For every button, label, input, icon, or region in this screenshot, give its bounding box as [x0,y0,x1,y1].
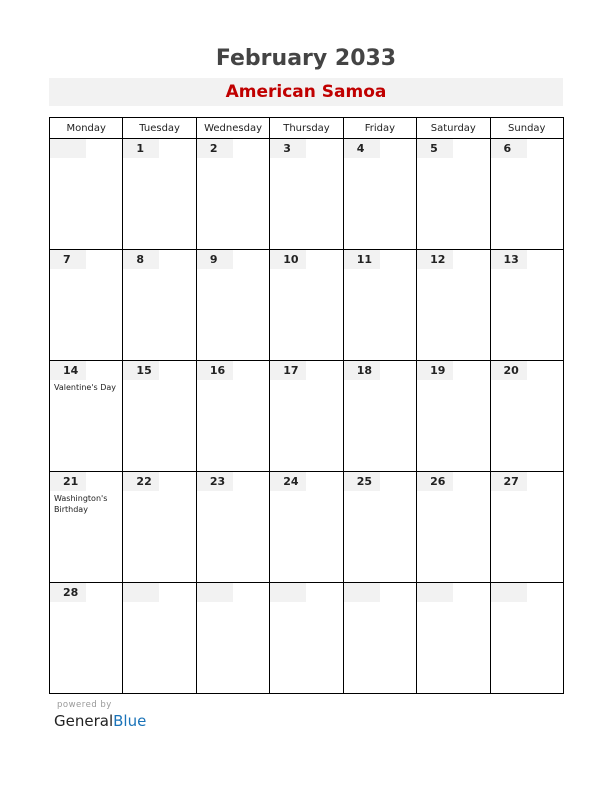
day-cell[interactable] [50,361,123,472]
day-number-label: 23 [209,475,226,488]
day-cell[interactable] [343,583,416,694]
day-number-label: 5 [430,142,438,155]
calendar-grid [49,117,564,694]
brand-blue: Blue [113,712,147,730]
day-number [197,583,233,602]
day-number [344,139,380,158]
day-number-label: 16 [209,364,226,377]
day-number [491,139,527,158]
day-number-label: 28 [63,586,79,599]
week-row [50,139,564,250]
weekday-header: Tuesday [123,118,196,139]
day-number [123,139,159,158]
day-number [270,361,306,380]
day-cell[interactable] [343,250,416,361]
day-number-label: 21 [63,475,79,488]
day-cell[interactable] [417,472,490,583]
day-number [50,250,86,269]
weekday-header: Friday [343,118,416,139]
day-cell[interactable] [196,472,269,583]
day-cell[interactable] [490,361,563,472]
weekday-header: Sunday [490,118,563,139]
day-number [344,472,380,491]
brand-general: General [54,712,114,730]
day-number-label: 3 [283,142,291,155]
region-name: American Samoa [225,82,387,102]
day-cell[interactable] [343,361,416,472]
day-number-label: 27 [503,475,519,488]
day-cell[interactable] [196,250,269,361]
day-number [417,583,453,602]
day-number-label: 2 [209,142,218,155]
week-row [50,361,564,472]
day-number [123,361,159,380]
day-number-label: 24 [283,475,299,488]
day-cell[interactable] [270,472,343,583]
day-number-label: 19 [430,364,446,377]
day-number [50,139,86,158]
day-cell[interactable] [123,139,196,250]
day-number-label: 22 [136,475,152,488]
page-title: February 2033 [215,46,397,71]
day-cell[interactable] [50,139,123,250]
day-number-label: 10 [283,253,299,266]
day-number [491,472,527,491]
day-cell[interactable] [417,583,490,694]
day-cell[interactable] [270,250,343,361]
day-cell[interactable] [50,250,123,361]
day-number [270,250,306,269]
day-number [344,250,380,269]
weekday-header: Wednesday [196,118,269,139]
day-cell[interactable] [343,139,416,250]
day-number [270,472,306,491]
day-number-label: 6 [503,142,512,155]
weekday-header: Saturday [417,118,490,139]
day-number [50,583,86,602]
day-cell[interactable] [123,472,196,583]
day-number [417,472,453,491]
day-number-label: 26 [430,475,446,488]
day-cell[interactable] [270,361,343,472]
day-cell[interactable] [196,139,269,250]
day-cell[interactable] [196,361,269,472]
day-number [123,583,159,602]
brand-logo[interactable] [54,712,146,730]
day-number [417,250,453,269]
day-number-label: 7 [63,253,71,266]
day-cell[interactable] [417,139,490,250]
day-number [270,139,306,158]
week-row [50,583,564,694]
day-number [197,139,233,158]
week-row [50,250,564,361]
day-cell[interactable] [50,472,123,583]
day-number [50,361,86,380]
day-number [491,250,527,269]
day-number-label: 11 [356,253,372,266]
weekday-header: Thursday [270,118,343,139]
day-cell[interactable] [123,361,196,472]
day-number [344,361,380,380]
day-number-label: 14 [63,364,79,377]
holiday-label: Valentine's Day [54,383,117,392]
day-number [123,250,159,269]
day-number [123,472,159,491]
day-number [197,361,233,380]
day-cell[interactable] [343,472,416,583]
day-number [197,472,233,491]
day-cell[interactable] [196,583,269,694]
day-number [270,583,306,602]
powered-by-text: powered by [57,700,112,710]
day-number-label: 15 [136,364,152,377]
region-banner [49,78,563,106]
day-number [344,583,380,602]
day-number-label: 8 [136,253,145,266]
day-cell[interactable] [417,361,490,472]
day-number-label: 4 [356,142,365,155]
day-cell[interactable] [490,472,563,583]
day-number-label: 20 [503,364,519,377]
day-cell[interactable] [270,139,343,250]
day-number [417,361,453,380]
weekday-header-row [50,118,564,139]
day-number-label: 12 [430,253,446,266]
day-cell[interactable] [417,250,490,361]
day-number-label: 25 [356,475,372,488]
weekday-header: Monday [50,118,123,139]
holiday-label: Washington's Birthday [54,494,108,514]
day-cell[interactable] [490,250,563,361]
day-cell[interactable] [123,250,196,361]
day-cell[interactable] [50,583,123,694]
day-number-label: 1 [136,142,145,155]
day-cell[interactable] [490,583,563,694]
day-number-label: 9 [209,253,218,266]
day-number [197,250,233,269]
day-number [50,472,86,491]
day-cell[interactable] [270,583,343,694]
day-number-label: 18 [356,364,372,377]
day-number-label: 17 [283,364,299,377]
day-number-label: 13 [503,253,519,266]
day-number [491,583,527,602]
week-row [50,472,564,583]
day-number [491,361,527,380]
day-number [417,139,453,158]
day-cell[interactable] [490,139,563,250]
day-cell[interactable] [123,583,196,694]
